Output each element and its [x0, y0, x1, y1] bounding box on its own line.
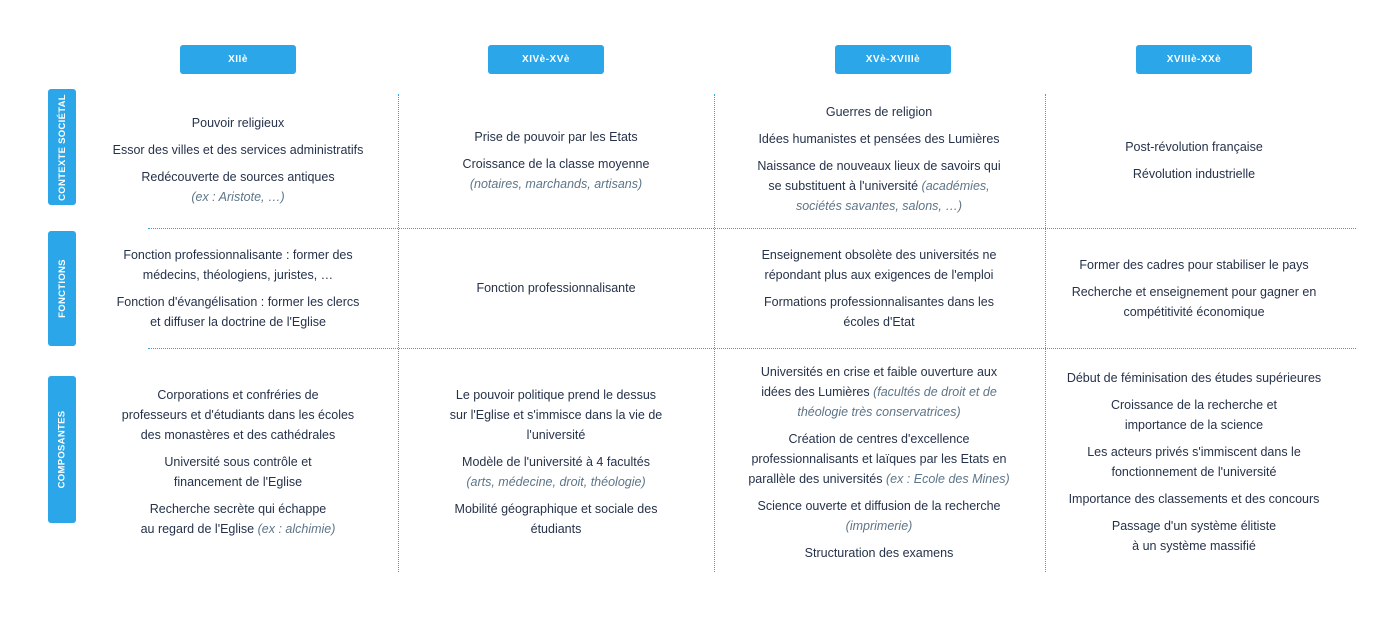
item-text: Croissance de la classe moyenne [462, 156, 650, 171]
cell-item [113, 140, 364, 160]
item-text: des monastères et des cathédrales [140, 428, 336, 442]
cell-composantes-xve-xviiie [718, 354, 1040, 570]
cell-item [1087, 442, 1301, 482]
item-text: parallèle des universités [748, 471, 883, 486]
cell-item [826, 102, 932, 122]
row-header-label: CONTEXTE SOCIÉTAL [56, 93, 68, 201]
item-note: (arts, médecine, droit, théologie) [466, 475, 646, 489]
item-text: Mobilité géographique et sociale des [454, 502, 658, 516]
cell-item [757, 156, 1000, 216]
cell-composantes-xviiie-xxe [1049, 354, 1339, 570]
column-header-xve-xviiie: XVè-XVIIIè [835, 45, 951, 74]
cell-item [1067, 368, 1321, 388]
column-header-xiie: XIIè [180, 45, 296, 74]
item-text: l'université [526, 428, 586, 442]
item-text: Fonction professionnalisante [476, 281, 636, 295]
row-header-fonctions [48, 231, 76, 346]
cell-contexte-xiie [90, 96, 386, 224]
item-text: Les acteurs privés s'immiscent dans le [1087, 445, 1301, 459]
cell-item [762, 245, 997, 285]
cell-item [1079, 255, 1308, 275]
row-header-composantes [48, 376, 76, 523]
row-header-label: FONCTIONS [56, 259, 68, 318]
cell-item [192, 113, 284, 133]
item-text: se substituent à l'université [768, 179, 919, 193]
item-text: Fonction professionnalisante : former des [123, 247, 353, 262]
column-divider [1045, 94, 1046, 572]
item-text: Structuration des examens [804, 545, 954, 560]
cell-item [476, 278, 635, 298]
item-text: Science ouverte et diffusion de la recherche [757, 498, 1001, 513]
cell-item [1111, 395, 1277, 435]
item-text: Formations professionnalisantes dans les [764, 294, 994, 309]
cell-contexte-xve-xviiie [718, 94, 1040, 224]
item-text: à un système massifié [1132, 539, 1256, 553]
item-text: Corporations et confréries de [157, 388, 319, 402]
row-divider [148, 348, 1356, 349]
cell-item [758, 496, 1001, 536]
item-text: sur l'Eglise et s'immisce dans la vie de [449, 408, 663, 422]
item-text: Fonction d'évangélisation : former les clercs [116, 294, 360, 309]
item-note: (académies, [921, 179, 990, 193]
item-text: Essor des villes et des services administratifs [112, 143, 364, 157]
cell-composantes-xiie [90, 354, 386, 570]
cell-item [117, 292, 360, 332]
item-text: Importance des classements et des concours [1068, 492, 1320, 506]
item-note: (imprimerie) [845, 518, 913, 533]
cell-item [462, 452, 650, 492]
item-text: Redécouverte de sources antiques [141, 170, 335, 184]
item-note: sociétés savantes, salons, …) [795, 199, 963, 213]
row-header-contexte-societal [48, 89, 76, 205]
column-divider [714, 94, 715, 572]
cell-fonctions-xiie [90, 232, 386, 344]
cell-item [1069, 489, 1320, 509]
cell-item [122, 385, 354, 445]
cell-composantes-xive-xve [402, 354, 710, 570]
item-note: (ex : alchimie) [257, 522, 336, 536]
item-note: (ex : Ecole des Mines) [885, 471, 1010, 486]
cell-item [761, 362, 997, 422]
cell-contexte-xviiie-xxe [1049, 96, 1339, 224]
cell-item [474, 127, 637, 147]
cell-fonctions-xve-xviiie [718, 232, 1040, 344]
item-text: Former des cadres pour stabiliser le pays [1079, 257, 1309, 272]
item-text: Post-révolution française [1125, 139, 1263, 154]
item-text: financement de l'Eglise [173, 475, 303, 489]
item-text: répondant plus aux exigences de l'emploi [764, 267, 994, 282]
cell-item [455, 499, 658, 539]
item-text: idées des Lumières [761, 384, 870, 399]
item-text: et diffuser la doctrine de l'Eglise [150, 314, 326, 329]
item-text: étudiants [530, 522, 582, 536]
cell-fonctions-xive-xve [402, 232, 710, 344]
cell-contexte-xive-xve [402, 96, 710, 224]
item-note: (ex : Aristote, …) [191, 190, 285, 204]
item-text: Début de féminisation des études supérieures [1066, 371, 1322, 385]
item-text: importance de la science [1124, 418, 1264, 432]
item-text: Recherche secrète qui échappe [149, 502, 327, 516]
item-note: (facultés de droit et de [873, 384, 997, 399]
item-text: Le pouvoir politique prend le dessus [455, 388, 657, 402]
item-text: écoles d'Etat [843, 314, 915, 329]
cell-item [1112, 516, 1276, 556]
cell-item [1125, 137, 1263, 157]
item-text: Révolution industrielle [1132, 166, 1256, 181]
cell-item [764, 292, 994, 332]
cell-item [141, 167, 334, 207]
item-text: au regard de l'Eglise [140, 522, 255, 536]
item-text: Guerres de religion [825, 105, 933, 119]
cell-item [141, 499, 336, 539]
cell-item [123, 245, 352, 285]
cell-item [450, 385, 663, 445]
row-divider [148, 228, 1356, 229]
cell-item [1133, 164, 1255, 184]
cell-item [758, 129, 999, 149]
item-note: théologie très conservatrices) [797, 404, 961, 419]
cell-item [748, 429, 1009, 489]
item-text: Création de centres d'excellence [788, 431, 970, 446]
cell-item [1072, 282, 1317, 322]
item-text: Idées humanistes et pensées des Lumières [758, 132, 1000, 146]
row-header-label: COMPOSANTES [56, 410, 68, 489]
item-text: fonctionnement de l'université [1111, 465, 1277, 479]
item-text: compétitivité économique [1123, 304, 1265, 319]
item-text: Universités en crise et faible ouverture aux [760, 364, 998, 379]
item-text: Prise de pouvoir par les Etats [474, 129, 638, 144]
column-divider [398, 94, 399, 572]
item-text: Pouvoir religieux [191, 116, 285, 130]
item-text: Recherche et enseignement pour gagner en [1071, 284, 1317, 299]
item-text: Université sous contrôle et [164, 455, 312, 469]
cell-item [463, 154, 650, 194]
item-text: Croissance de la recherche et [1110, 398, 1278, 412]
item-text: professeurs et d'étudiants dans les écoles [121, 408, 355, 422]
item-text: Enseignement obsolète des universités ne [761, 247, 997, 262]
cell-item [805, 543, 954, 563]
column-header-xviiie-xxe: XVIIIè-XXè [1136, 45, 1252, 74]
item-text: Modèle de l'université à 4 facultés [462, 455, 650, 469]
item-text: médecins, théologiens, juristes, … [142, 267, 334, 282]
cell-fonctions-xviiie-xxe [1049, 232, 1339, 344]
column-header-xive-xve: XIVè-XVè [488, 45, 604, 74]
cell-item [164, 452, 311, 492]
item-note: (notaires, marchands, artisans) [469, 176, 643, 191]
item-text: Naissance de nouveaux lieux de savoirs qui [757, 159, 1001, 173]
item-text: Passage d'un système élitiste [1111, 519, 1277, 533]
item-text: professionnalisants et laïques par les Etats en [751, 451, 1007, 466]
